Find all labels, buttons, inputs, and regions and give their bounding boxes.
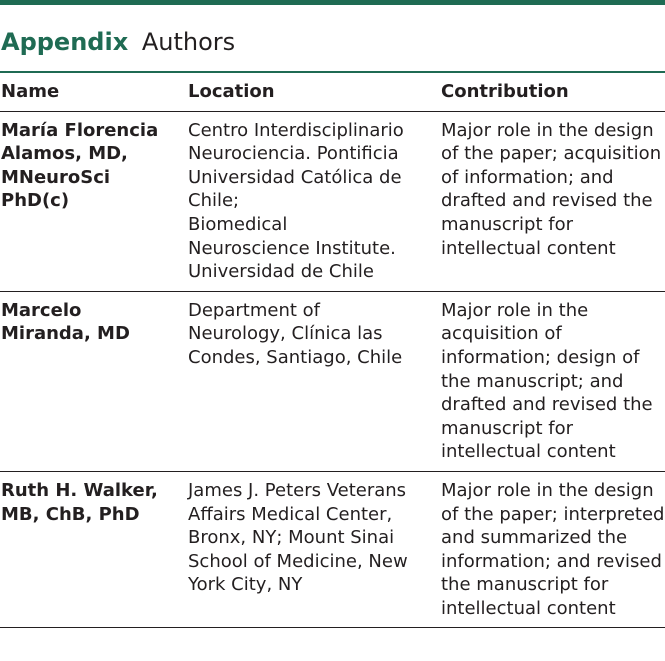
author-contribution-line: of information; and (441, 166, 614, 188)
author-name-line: Ruth H. Walker, (1, 479, 158, 501)
author-contribution-line: manuscript for (441, 213, 574, 235)
author-name-line: MNeuroSci (1, 166, 111, 188)
author-contribution-line: intellectual content (441, 441, 616, 463)
author-contribution-line: and summarized the (441, 527, 628, 549)
author-name-cell (0, 471, 187, 628)
author-contribution-line: manuscript for (441, 417, 574, 439)
author-contribution-cell (440, 291, 665, 471)
author-contribution-line: acquisition of (441, 323, 562, 345)
author-name-cell (0, 291, 187, 471)
author-contribution-line: of the paper; interpreted (441, 503, 665, 525)
appendix-title: Authors (141, 28, 236, 56)
table-row (0, 291, 665, 471)
author-name-line: MB, ChB, PhD (1, 503, 140, 525)
author-location-line: Neurociencia. Pontificia (188, 143, 399, 165)
author-contribution-line: the manuscript; and (441, 370, 624, 392)
author-location-line: Department of (188, 299, 320, 321)
author-name-cell (0, 111, 187, 291)
author-contribution-line: information; design of (441, 346, 640, 368)
author-contribution-line: information; and revised (441, 550, 662, 572)
author-location-line: Chile; (188, 190, 240, 212)
author-location-line: Universidad Católica de (188, 166, 402, 188)
author-name-line: PhD(c) (1, 190, 70, 212)
author-name-line: Alamos, MD, (1, 143, 128, 165)
author-location-line: Bronx, NY; Mount Sinai (188, 527, 395, 549)
column-header-name: Name (0, 73, 187, 111)
author-contribution-line: drafted and revised the (441, 190, 653, 212)
author-location-line: Biomedical (188, 213, 288, 235)
top-accent-bar (0, 0, 665, 5)
author-location-line: Condes, Santiago, Chile (188, 346, 403, 368)
author-name-line: Marcelo (1, 299, 82, 321)
column-header-location: Location (187, 73, 440, 111)
author-contribution-line: Major role in the design (441, 479, 654, 501)
author-name-line: Miranda, MD (1, 323, 130, 345)
author-location-line: Universidad de Chile (188, 261, 374, 283)
author-location-line: Neurology, Clínica las (188, 323, 383, 345)
author-location-line: Centro Interdisciplinario (188, 119, 404, 141)
author-contribution-cell (440, 471, 665, 628)
author-location-line: School of Medicine, New (188, 550, 408, 572)
author-contribution-line: intellectual content (441, 237, 616, 259)
author-contribution-line: drafted and revised the (441, 394, 653, 416)
author-contribution-line: the manuscript for (441, 574, 609, 596)
author-location-cell (187, 111, 440, 291)
author-contribution-line: of the paper; acquisition (441, 143, 662, 165)
author-location-line: Affairs Medical Center, (188, 503, 393, 525)
author-contribution-line: intellectual content (441, 597, 616, 619)
authors-table (0, 73, 665, 628)
author-location-line: York City, NY (188, 574, 303, 596)
author-location-line: Neuroscience Institute. (188, 237, 396, 259)
appendix-heading (1, 27, 235, 57)
author-location-line: James J. Peters Veterans (188, 479, 407, 501)
table-header-row (0, 73, 665, 111)
column-header-contribution: Contribution (440, 73, 665, 111)
author-contribution-cell (440, 111, 665, 291)
table-row (0, 471, 665, 628)
author-contribution-line: Major role in the (441, 299, 589, 321)
author-contribution-line: Major role in the design (441, 119, 654, 141)
appendix-label: Appendix (1, 28, 129, 56)
author-name-line: María Florencia (1, 119, 159, 141)
table-row (0, 111, 665, 291)
author-location-cell (187, 471, 440, 628)
author-location-cell (187, 291, 440, 471)
